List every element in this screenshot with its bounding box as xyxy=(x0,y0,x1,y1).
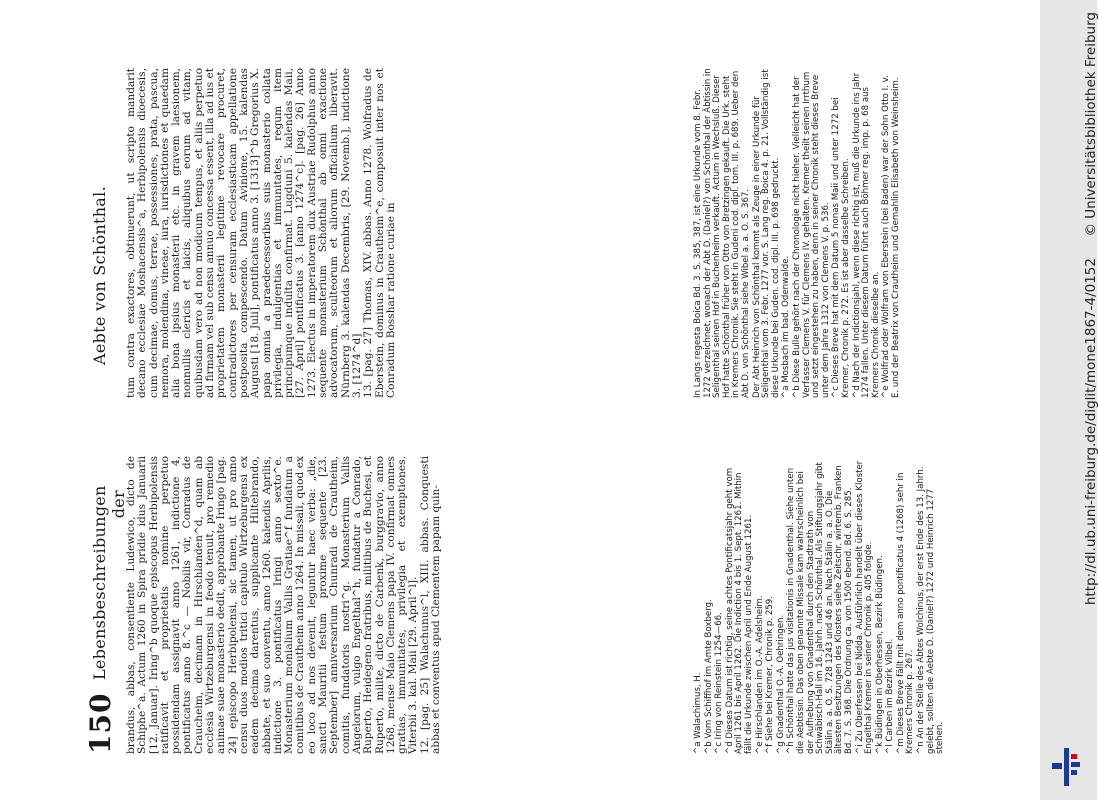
library-logo-icon xyxy=(1052,748,1082,786)
footnote: ^l Carben im Bezirk Vilbel. xyxy=(885,638,896,754)
footnote: ^b Diese Bulle gehört nach der Chronologie nicht hieher. Vielleicht hat der Verfasser Clemens V. für Clemens IV. gehalten. Kremer theilt seinen Irrthum und setzt eingestehen zu haben, denn in seiner Chronik steht dieses Breve unter dem Jahre 1312 von Clemens V. p. 536. xyxy=(791,71,831,398)
footnote: ^a Walachimus, H. xyxy=(693,672,703,754)
paragraph: brandus, abbas, consentiente Ludewico, dicto de Schiphe^a. Actum 1260 in Spira pridie idus Januarii [12. Januar]. Iring^b quoque episcopus Herbipolensis ratificavit et proprietatis nomine perpetuo possidendam assignavit anno 1261, indictione 4, pontificatus anno 8.^c — Nobilis vir, Conradus de Craucheim, decimam in Hirschlanden^d, quam ab ecclesia Wirtzeburgensi in feodo tenuit, pro remedio animae suae monasterio dedit, approbante Iringo [pag. 24] episcopo Herbipolensi, sic tamen, ut pro anno censu duos modios tritici capitulo Wirtzeburgensi ex eadem decima darentus, supplicante Hiltebrando, abbate, et suo conventu, anno 1260. kalendis Aprilis, indictione 3. pontificatus Iringi anno sexto^e. Monasterium monialium Vallis Gratiae^f fundatum a comitibus de Crautheim anno 1264. In missali, quod ex eo loco ad nos devenit, leguntur haec verba: „die, sancti Mauritii festum proxime sequente [23. September] anniversarium Chunradi de Crautheim, comitis, fundatoris nostri^g. Monasterium Vallis Angelorum, vulgo Engelthal^h, fundatur a Conrado, Ruperto, Heidegeno fratribus, militibus de Buchesi, et Ruperto, milite, dicto de Carbenk, burggravio, anno 1268, mense Maio Clemens papa IV. confirmat omnes gratias, immunitates, privilegia et exemptiones. Viterbii 3. kal. Maii [29. April^l]. xyxy=(125,456,420,754)
page-header xyxy=(82,60,128,760)
footnote: ^b Vom Schiffhof im Amte Boxberg. xyxy=(703,599,714,754)
source-url-link[interactable]: http://dl.ub.uni-freiburg.de/diglit/mone1867-4/0152 xyxy=(1083,258,1099,606)
info-sidebar xyxy=(1040,0,1097,800)
footnote: ^g Gnadenthal O.-A. Oehringen. xyxy=(775,614,786,754)
footnote: ^d Dieses Datum ist richtig, seine achtes Pontificatsjahr geht vom April 1261 bis April 1262. Die Indiction 4 bis 1. Sept. 1261. Mithin fällt die Urkunde zwischen April und Ende August 1261. xyxy=(724,467,754,754)
footnote: ^f Siehe bei Kremer, Chronik p. 259. xyxy=(765,596,776,754)
footnote: ^m Dieses Breve fällt mit dem anno pontificatus 4 (1268) sehr in Kremers Chronik p. 267. xyxy=(895,472,916,754)
text-column-left xyxy=(126,456,442,754)
footnote: ^k Büdingen in Oberhessen, Bezirk Büdingen. xyxy=(874,555,885,754)
footnote: ^c Dieses Breve hat mit dem Datum 5 nonas Maii und unter 1272 bei Kremer, Chronik p. 272. Es ist aber dasselbe Schreiben. xyxy=(831,97,851,398)
sidebar-text xyxy=(1083,12,1099,632)
footnote: ^d Nach der Indictionsjahl, wenn diese richtig ist, muß die Urkunde ins Jahr 1274 fallen. Unter diesem Datum führt auch Böhmer reg. imp. p. 68 aus Kremers Chronik dieselbe an. xyxy=(851,72,881,398)
running-title-right: Aebte von Schönthal. xyxy=(90,186,109,365)
footnote: ^h Schönthal hatte das jus visitationis in Gnadenthal. Siehe unten die Aebtissin. Das oben genannte Missale kam wahrscheinlich bei der Aufhebung von Gnadenthal durch den Stadtrath von Schwäbisch-Hall im 16. Jahrh. nach Schönthal. Als Stiftungsjahr gibt Stälin a. a. O. S. 728 1243 und 46 an. Nach Stälin a. a. O. Die ältesten Besitzungen des Klosters siehe Zeitschr. wirtemb. Franken Bd. 7. S. 368. Die Ordnung ca. von 1500 ebend. Bd. 6. S. 285. xyxy=(786,462,854,754)
paragraph: 13. [pag. 27] Thomas, XIV. abbas. Anno 1278. Wolfradus de Eberstein, dominus in Crautheim^e, composuit inter nos et Conradum Bosshar ratione curiae in xyxy=(362,68,397,398)
paragraph: 12. [pag. 25] Walachunus^l, XIII. abbas. Conquesti abbas et conventus apud Clementem papam quin- xyxy=(418,456,443,754)
copyright-notice: © Universitätsbibliothek Freiburg xyxy=(1083,12,1099,237)
footnote: ^i Zu Oberfessen bei Nidda. Ausführlich handelt über dieses Kloster Engelthal Kremer in seiner Chronik p. 405 folgde. xyxy=(854,460,875,754)
page-number: 150 xyxy=(84,692,117,754)
footnote: Der Abt Heinrich von Schönthal kommt als Zeuge in einer Urkunde für Seligenthal vom 3. Febr. 1277 vor. S. Lang reg. Boica 4. p. 21. Vollständig ist diese Urkunde bei Guden. cod. dipl. III. p. 698 gedruckt. xyxy=(751,69,781,398)
footnote: ^e Hirschlanden im O.-A. Adelsheim. xyxy=(754,595,765,754)
rotated-page-content xyxy=(82,60,1042,760)
footnote: In Langs regesta Boica Bd. 3. S. 385, 387, ist eine Urkunde vom 8. Febr. 1272 verzeichnet, wonach der Abt D. (Daniel?) von Schönthal der Äbtissin in Seligenthal seinen Hof in Buchenheim verkauft. Actum in Wechsluß. Dieser Hof hatte Schönthal früher von Otto von Bretzingen gekauft. Die Urk. steht in Kremers Chronik. Sie steht in Gudeni cod. dipl. tom. III. p. 689. Ueber den Abt D. von Schönthal siehe Wibel a. a. O. S. 367. xyxy=(693,68,751,398)
footnotes-left xyxy=(694,456,947,754)
footnote: ^c Iring von Reinstein 1254—66. xyxy=(714,612,725,754)
footnotes-right xyxy=(694,68,902,398)
footnote: ^n An der Stelle des Abtes Wolchinus, der erst Ende des 13. Jahrh. gelebt, sollten die Aebte D. (Daniel?) 1272 und Heinrich 1277 stehen. xyxy=(916,466,946,754)
text-column-right xyxy=(126,68,397,398)
footnote: ^e Wolfrad oder Wolfram von Eberstein (bei Baden) war der Sohn Otto I. v. E. und der Beatrix von Crautheim und Gemahlin Elisabeth von Weinsheim. xyxy=(881,75,901,398)
running-title-left: Lebensbeschreibungen der xyxy=(90,485,128,680)
footnote: ^a Mosbach im bad. Odenwalde. xyxy=(781,255,792,398)
paragraph: tum contra exactores, obtinuerunt, ut scripto mandarit decano ecclesiae Moshacensis^a, Herbipolensis dioecesis, cum decimae, domus, terrae, possessiones, prata, pascua, nemora, molendina, vineae, iura, iurisdictiones et quaedam alia bona ipsius monasterii etc. in gravem laesionem, nonnullis clericis et laicis, aliquibus eorum ad vitam, quibusdam vero ad non modicum tempus, et aliis perpetuo ad firmam vel sub censu annuo concessa essent, illa ad ius et proprietatem monasterii legitime revocare procuret, contradictores per censuram ecclesiasticam appellatione postposita compescendo. Datum Avinione, 15. kalendas Augusti [18. Juli], pontificatus anno 3. [1313]^b Gregorius X. papa omnia a praedecessoribus suis monasterio collata privilegia, indulgentias et immunitates, regum item principumque indulta confirmat. Lugduni 5. kalendas Maii, [27. April] pontificatus 3. [anno 1274^c]. [pag. 26] Anno 1273. Electus in imperatorem dux Austriae Rudolphus anno sequente monasterium Schönthal ab omni exactione advocatorum, sculteorum et aliorum officialium liberavit. Nürnberg 3. kalendas Decembris, [29. Novemb.], indictione 3. [1274^d] xyxy=(125,68,363,398)
